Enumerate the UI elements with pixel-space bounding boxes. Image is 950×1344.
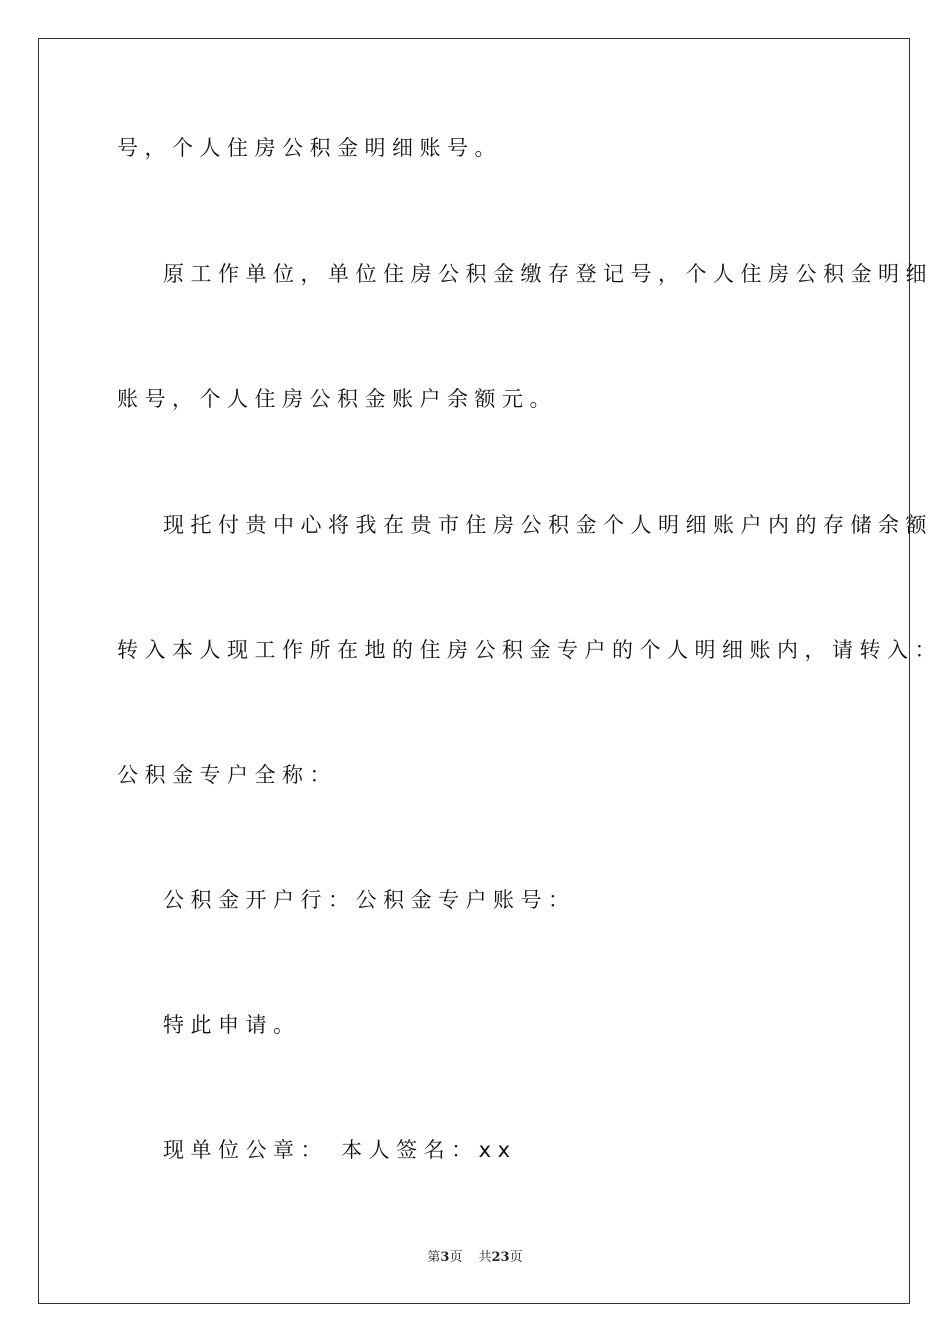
page-current: 3 <box>440 1250 450 1265</box>
paragraph-line-5: 转入本人现工作所在地的住房公积金专户的个人明细账内，请转入： <box>117 638 942 662</box>
paragraph-line-9: 现单位公章： 本人签名：xx <box>163 1138 517 1162</box>
total-pages: 23 <box>491 1250 510 1265</box>
page-prefix: 第 <box>427 1250 441 1265</box>
paragraph-line-1: 号，个人住房公积金明细账号。 <box>117 136 502 160</box>
paragraph-line-3: 账号，个人住房公积金账户余额元。 <box>117 387 557 411</box>
page-border <box>38 38 910 1304</box>
page-footer <box>0 1246 950 1265</box>
total-prefix: 共 <box>478 1250 492 1265</box>
paragraph-line-6: 公积金专户全称： <box>117 763 337 787</box>
paragraph-line-7: 公积金开户行：公积金专户账号： <box>163 888 576 912</box>
paragraph-line-2: 原工作单位，单位住房公积金缴存登记号，个人住房公积金明细 <box>163 262 933 286</box>
page-suffix: 页 <box>449 1250 463 1265</box>
paragraph-line-8: 特此申请。 <box>163 1013 301 1037</box>
paragraph-line-4: 现托付贵中心将我在贵市住房公积金个人明细账户内的存储余额 <box>163 513 933 537</box>
total-suffix: 页 <box>509 1250 523 1265</box>
